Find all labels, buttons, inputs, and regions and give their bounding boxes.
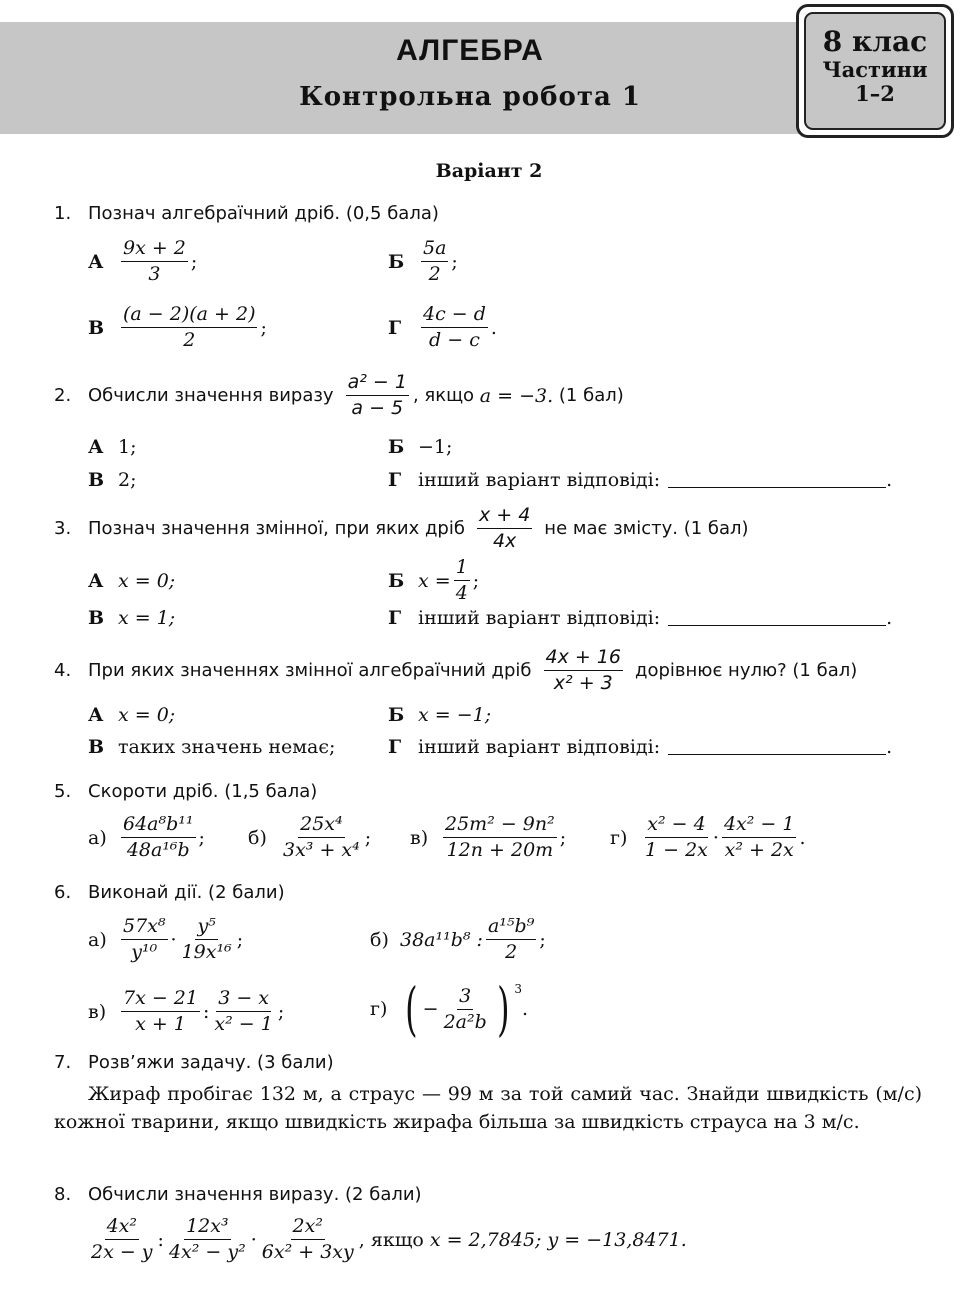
q7-problem-text: Жираф пробігає 132 м, а страус — 99 м за той самий час. Знайди швидкість (м/с) кожної тварини, якщо швидкість жирафа більша за швидкість страуса на 3 м/с.: [54, 1083, 922, 1133]
question-1: 1. Познач алгебраїчний дріб. (0,5 бала): [54, 203, 439, 224]
question-6: 6. Виконай дії. (2 бали): [54, 882, 285, 903]
q5-item-d: г) $\frac{\text{x² − 4}}{1 - 2x}$ · $\frac{\text{4x² − 1}}{\text{x² + 2x}}$ .: [610, 813, 806, 861]
q1-option-c: В $\frac{(a - 2)(a + 2)}{2}$ ;: [88, 303, 267, 351]
q4-option-d: Г інший варіант відповіді: .: [388, 736, 893, 758]
q4-option-a: А x = 0;: [88, 704, 176, 726]
q6-item-b: б) 38a¹¹b⁸ : $\frac{\text{a¹⁵b⁹}}{2}$ ;: [370, 915, 546, 963]
grade-box: [796, 4, 954, 138]
q5-item-b: б) $\frac{\text{25x⁴}}{\text{3x³ + x⁴}}$ ;: [248, 813, 372, 861]
q2-option-a: А 1;: [88, 436, 137, 458]
q2-option-d: Г інший варіант відповіді: .: [388, 469, 893, 491]
q8-expression: $\frac{\text{4x²}}{2x - y}$ : $\frac{\text{12x³}}{\text{4x² − y²}}$ · $\frac{\text{2x²}}{\text{6x² + 3xy}}$ , якщо x = 2,7845; y = −13,8471.: [91, 1215, 687, 1263]
answer-blank[interactable]: [668, 739, 886, 755]
q3-option-d: Г інший варіант відповіді: .: [388, 607, 893, 629]
q3-option-a: А x = 0;: [88, 570, 176, 592]
question-3: 3. Познач значення змінної, при яких дріб $\frac{x + 4}{4x}$ не має змісту. (1 бал): [54, 504, 749, 552]
question-2: 2. Обчисли значення виразу $\frac{\text{a² − 1}}{a - 5}$ , якщо a = −3. (1 бал): [54, 371, 624, 419]
parts-range: 1–2: [855, 81, 895, 106]
subject-title: АЛГЕБРА: [396, 34, 544, 67]
q3-option-c: В x = 1;: [88, 607, 176, 629]
answer-blank[interactable]: [668, 610, 886, 626]
grade-label: 8 клас: [822, 25, 928, 58]
q2-option-c: В 2;: [88, 469, 137, 491]
variant-heading: Варіант 2: [435, 160, 543, 182]
q1-option-b: Б $\frac{5a}{2}$ ;: [388, 237, 458, 285]
q5-item-a: а) $\frac{\text{64a⁸b¹¹}}{\text{48a¹⁶b}}$ ;: [88, 813, 205, 861]
q4-option-b: Б x = −1;: [388, 704, 492, 726]
question-5: 5. Скороти дріб. (1,5 бала): [54, 781, 318, 802]
q6-item-c: в) $\frac{7x - 21}{x + 1}$ : $\frac{3 - x}{\text{x² − 1}}$ ;: [88, 987, 285, 1035]
question-4: 4. При яких значеннях змінної алгебраїчний дріб $\frac{4x + 16}{\text{x² + 3}}$ дорівнює нулю? (1 бал): [54, 646, 858, 694]
parts-label: Частини: [822, 57, 928, 82]
q6-item-d: г) ( − $\frac{3}{\text{2a²b}}$ ) $^3$ .: [370, 975, 529, 1043]
test-title: Контрольна робота 1: [299, 82, 641, 112]
q4-option-c: В таких значень немає;: [88, 736, 336, 758]
q3-option-b: Б x = $\frac{1}{4}$ ;: [388, 556, 480, 604]
question-7: 7. Розв’яжи задачу. (3 бали): [54, 1052, 334, 1073]
q2-option-b: Б −1;: [388, 436, 453, 458]
q6-item-a: а) $\frac{\text{57x⁸}}{\text{y¹⁰}}$ · $\frac{\text{y⁵}}{\text{19x¹⁶}}$ ;: [88, 915, 244, 963]
question-8: 8. Обчисли значення виразу. (2 бали): [54, 1184, 422, 1205]
q5-item-c: в) $\frac{\text{25m² − 9n²}}{12n + 20m}$ ;: [410, 813, 567, 861]
q1-option-a: А $\frac{9x + 2}{3}$ ;: [88, 237, 198, 285]
answer-blank[interactable]: [668, 472, 886, 488]
q1-option-d: Г $\frac{4c - d}{d - c}$ .: [388, 303, 497, 351]
